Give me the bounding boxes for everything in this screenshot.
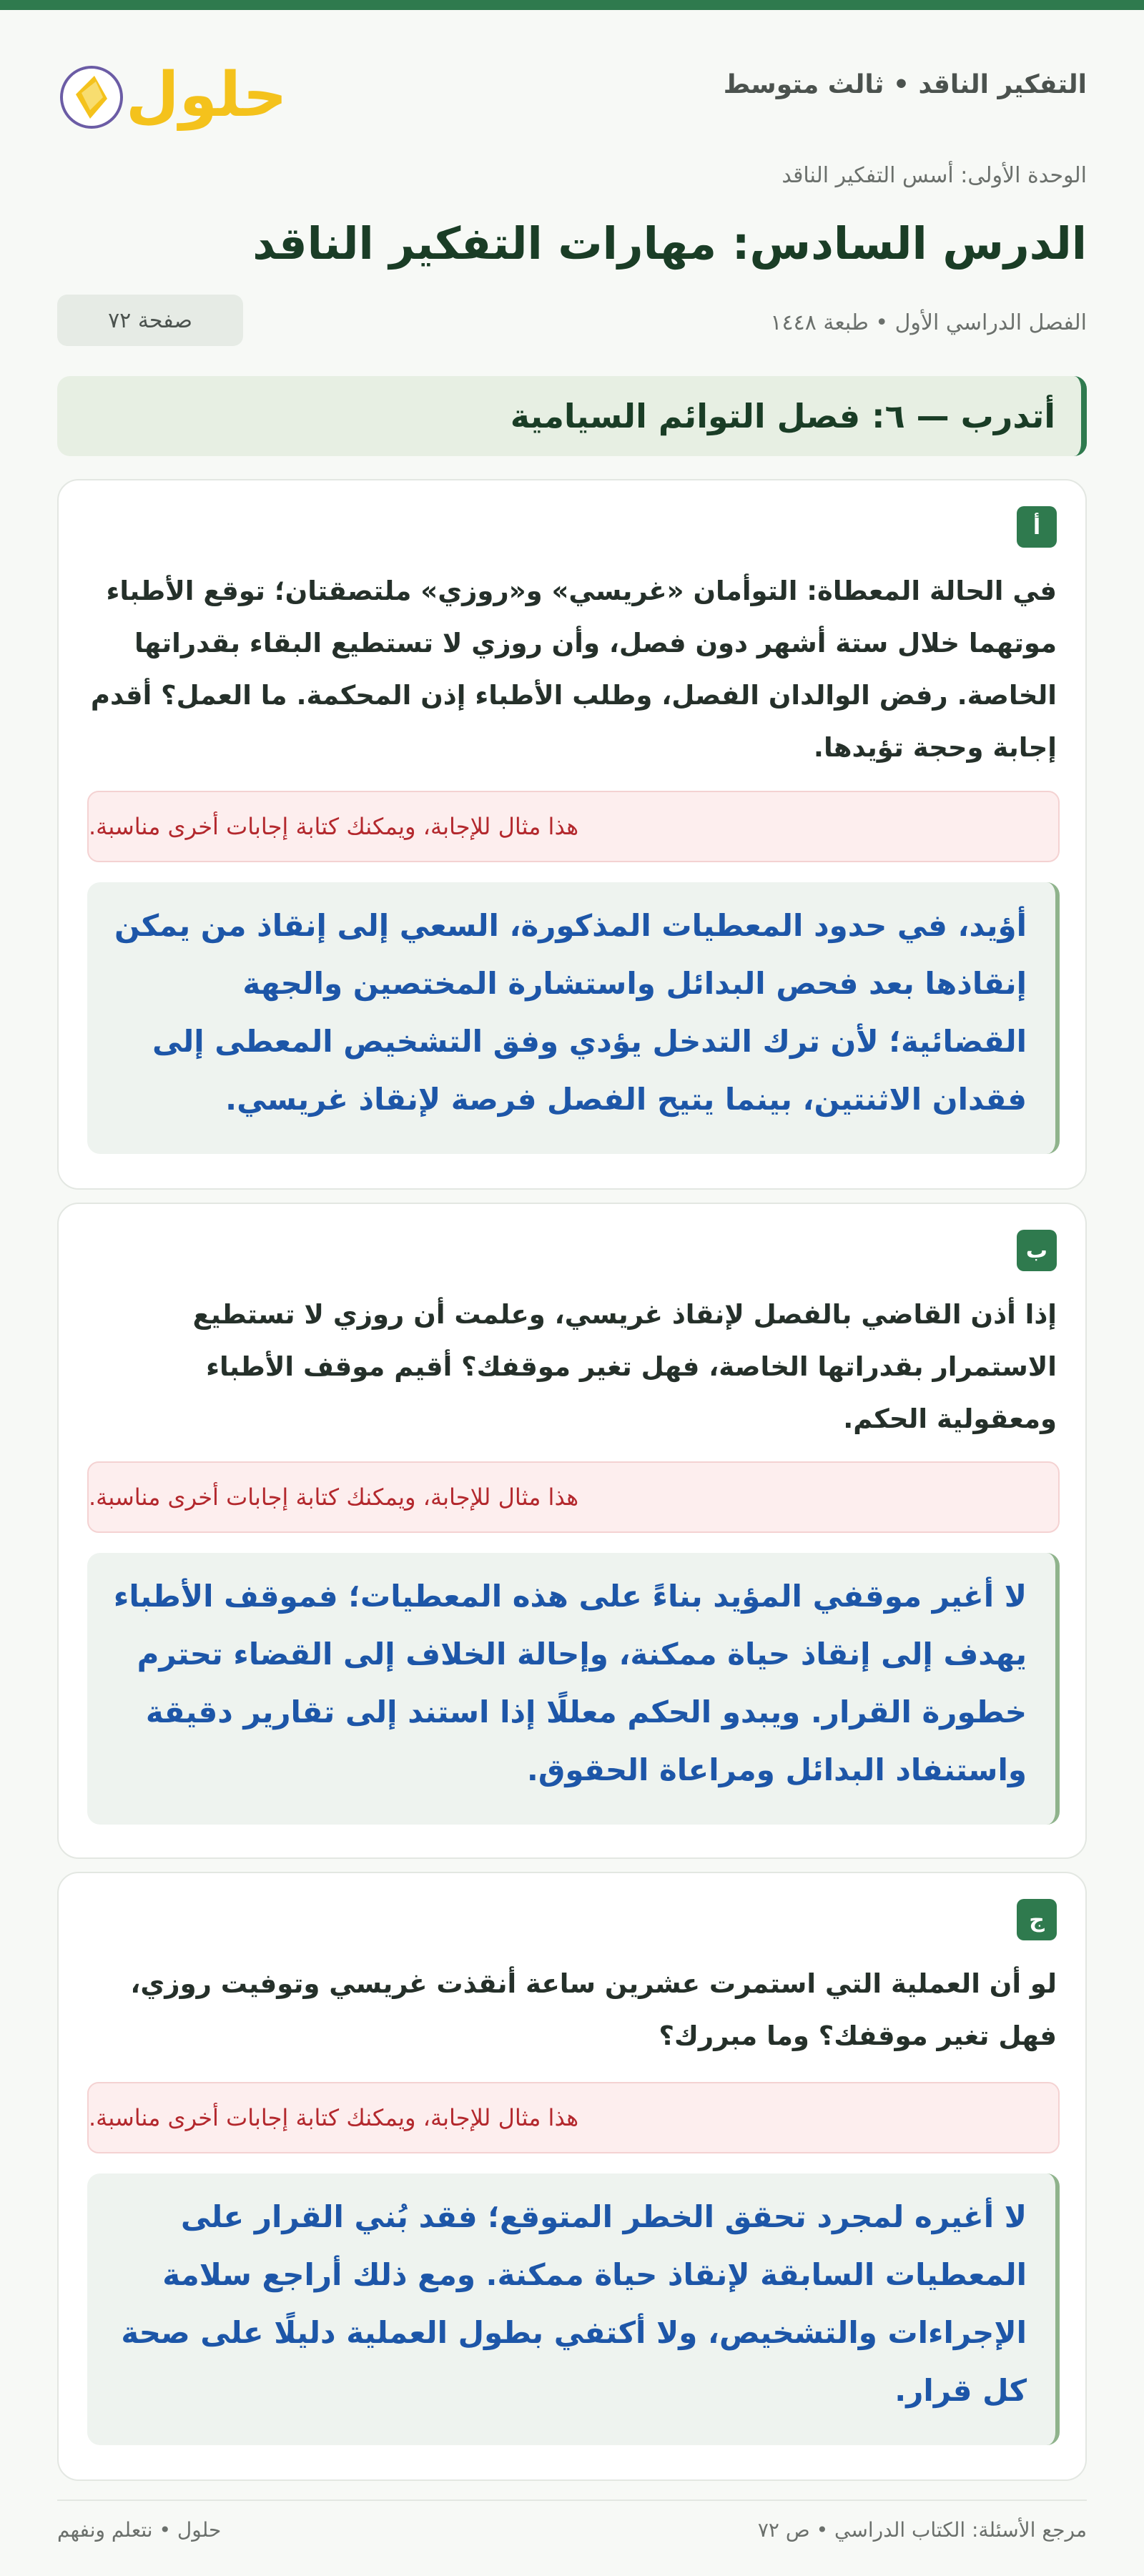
question-badge: ج [1017,1899,1057,1940]
unit-label: الوحدة الأولى: أسس التفكير الناقد [781,163,1087,188]
question-badge: ب [1017,1230,1057,1271]
question-text: في الحالة المعطاة: التوأمان «غريسي» و«روزي» ملتصقتان؛ توقع الأطباء موتهما خلال ستة أشهر دون فصل، وأن روزي لا تستطيع البقاء بقدراتها الخاصة. رفض الوالدان الفصل، وطلب الأطباء إذن المحكمة. ما العمل؟ أقدم إجابة وحجة تؤيدها. [90,576,1057,763]
exercise-title: أتدرب — ٦: فصل التوائم السيامية [510,397,1055,435]
top-accent-bar [0,0,1144,10]
page-number-badge: صفحة ٧٢ [57,295,243,346]
logo-wordmark: حلول [126,59,287,131]
semester-meta: الفصل الدراسي الأول • طبعة ١٤٤٨ [770,310,1087,335]
example-answer-note: هذا مثال للإجابة، ويمكنك كتابة إجابات أخرى مناسبة. [87,1461,1060,1533]
brand-logo[interactable] [57,54,287,140]
answer-box: لا أغيره لمجرد تحقق الخطر المتوقع؛ فقد بُني القرار على المعطيات السابقة لإنقاذ حياة ممكنة. ومع ذلك أراجع سلامة الإجراءات والتشخيص، ولا أكتفي بطول العملية دليلًا على صحة كل قرار. [87,2173,1060,2445]
question-card-b [57,1203,1087,1859]
question-card-a [57,479,1087,1190]
answer-box: أؤيد، في حدود المعطيات المذكورة، السعي إلى إنقاذ من يمكن إنقاذها بعد فحص البدائل واستشارة المختصين والجهة القضائية؛ لأن ترك التدخل يؤدي وفق التشخيص المعطى إلى فقدان الاثنتين، بينما يتيح الفصل فرصة لإنقاذ غريسي. [87,882,1060,1154]
course-title: التفكير الناقد • ثالث متوسط [723,70,1087,99]
question-text: إذا أذن القاضي بالفصل لإنقاذ غريسي، وعلمت أن روزي لا تستطيع الاستمرار بقدراتها الخاصة، فهل تغير موقفك؟ أقيم موقف الأطباء ومعقولية الحكم. [192,1299,1057,1434]
answer-box: لا أغير موقفي المؤيد بناءً على هذه المعطيات؛ فموقف الأطباء يهدف إلى إنقاذ حياة ممكنة، وإحالة الخلاف إلى القضاء تحترم خطورة القرار. ويبدو الحكم معللًا إذا استند إلى تقارير دقيقة واستنفاد البدائل ومراعاة الحقوق. [87,1553,1060,1825]
exercise-section-header [57,376,1087,456]
footer-divider [57,2499,1087,2501]
footer-brand: حلول • نتعلم ونفهم [57,2518,222,2542]
question-card-c [57,1872,1087,2481]
example-answer-note: هذا مثال للإجابة، ويمكنك كتابة إجابات أخرى مناسبة. [87,2082,1060,2153]
example-answer-note: هذا مثال للإجابة، ويمكنك كتابة إجابات أخرى مناسبة. [87,791,1060,862]
question-text: لو أن العملية التي استمرت عشرين ساعة أنقذت غريسي وتوفيت روزي، فهل تغير موقفك؟ وما مبررك؟ [130,1968,1057,2051]
question-badge: أ [1017,506,1057,548]
lesson-title: الدرس السادس: مهارات التفكير الناقد [252,217,1087,270]
footer-source: مرجع الأسئلة: الكتاب الدراسي • ص ٧٢ [757,2518,1087,2542]
